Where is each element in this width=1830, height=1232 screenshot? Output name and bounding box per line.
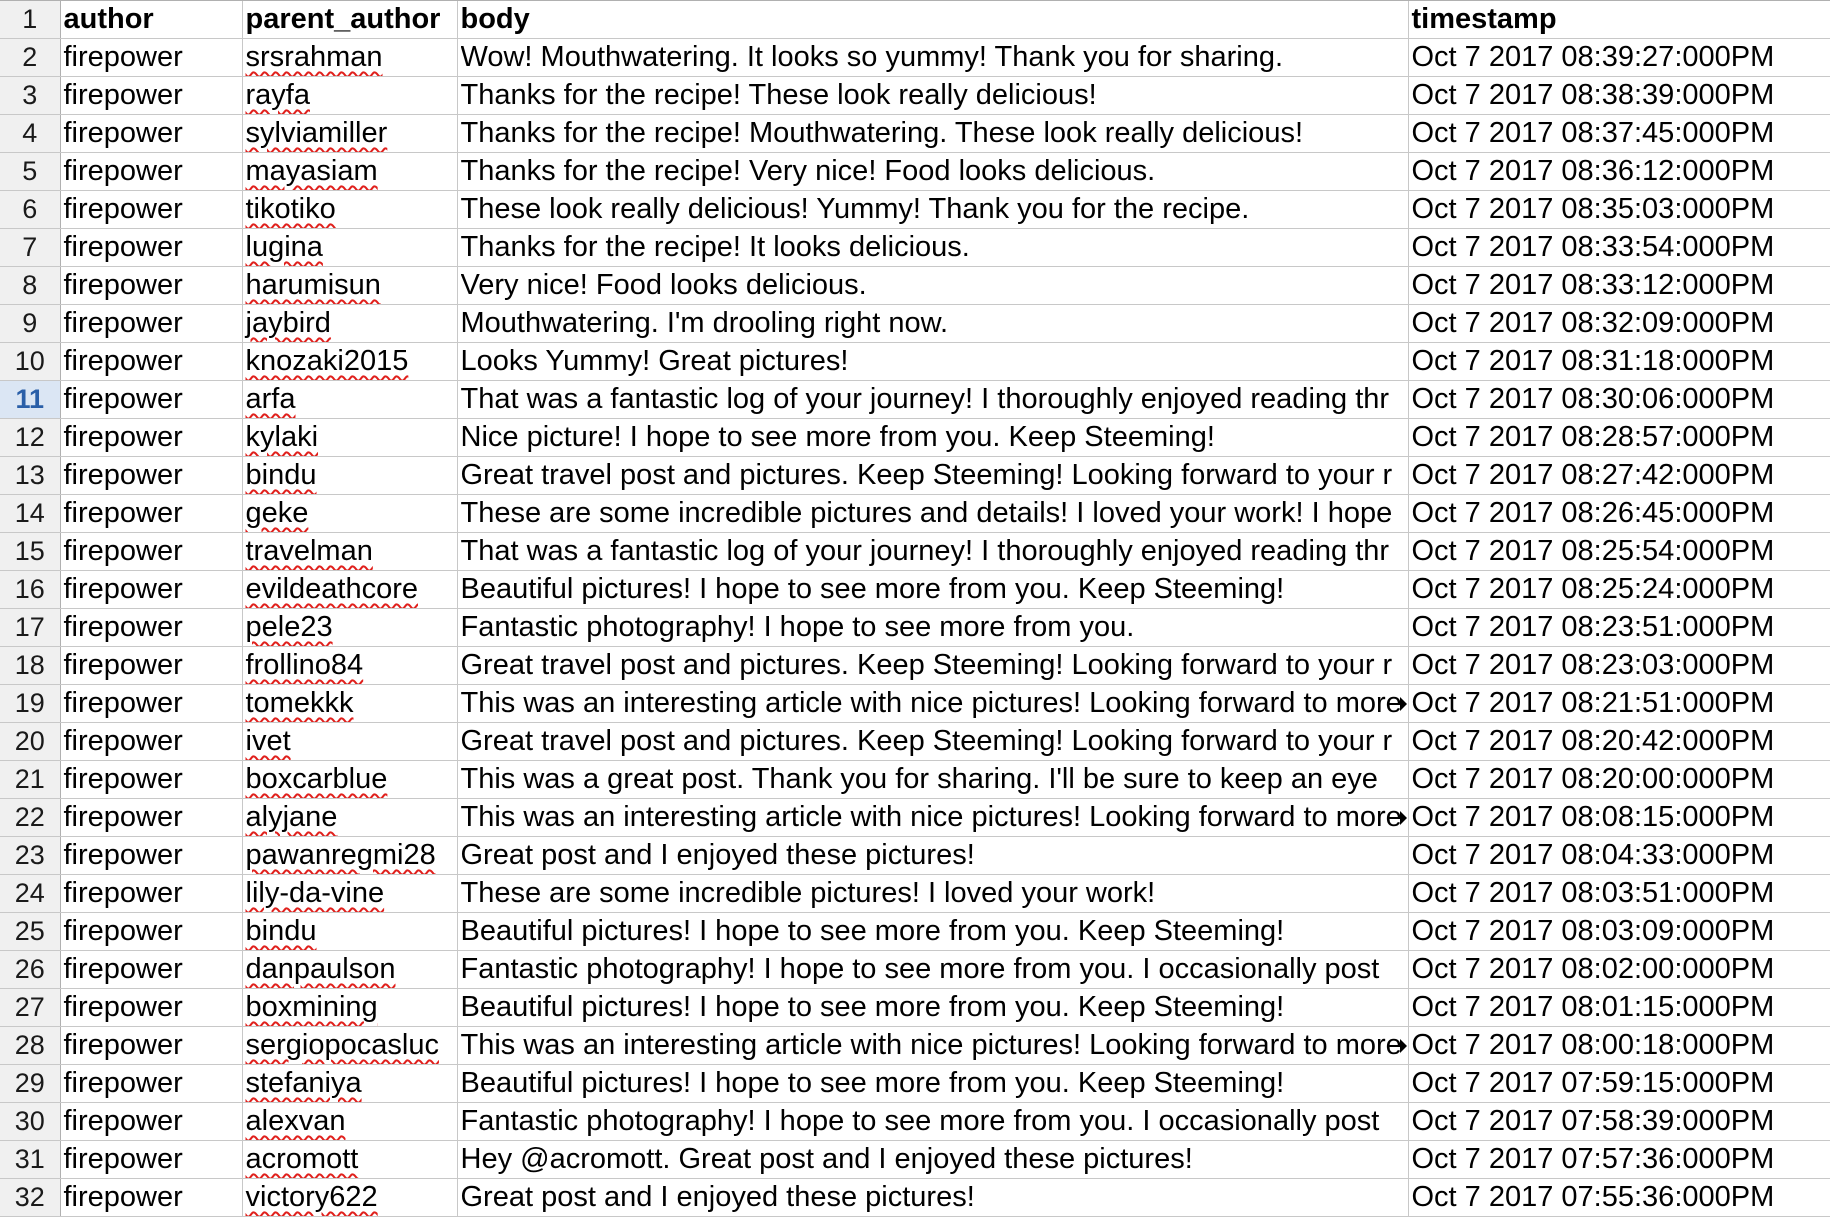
row-number[interactable]: 6 <box>0 191 60 229</box>
cell-timestamp[interactable]: Oct 7 2017 08:31:18:000PM <box>1408 343 1830 381</box>
parent-author-text: boxmining <box>245 991 378 1023</box>
cell-body[interactable] <box>457 267 1408 305</box>
table-row <box>0 647 1830 685</box>
cell-timestamp[interactable]: Oct 7 2017 08:35:03:000PM <box>1408 191 1830 229</box>
cell-parent-author[interactable] <box>242 419 457 457</box>
row-number[interactable]: 14 <box>0 495 60 533</box>
parent-author-text: tomekkk <box>245 687 354 719</box>
header-cell-timestamp[interactable]: timestamp <box>1408 1 1830 39</box>
parent-author-text: rayfa <box>245 79 310 111</box>
cell-body[interactable] <box>457 723 1408 761</box>
parent-author-text: bindu <box>245 915 317 947</box>
table-row <box>0 837 1830 875</box>
table-row <box>0 913 1830 951</box>
cell-body[interactable] <box>457 989 1408 1027</box>
cell-body[interactable] <box>457 305 1408 343</box>
parent-author-text: tikotiko <box>245 193 336 225</box>
table-row <box>0 77 1830 115</box>
row-number[interactable]: 3 <box>0 77 60 115</box>
row-number[interactable]: 18 <box>0 647 60 685</box>
parent-author-text: alyjane <box>245 801 338 833</box>
cell-body[interactable] <box>457 1065 1408 1103</box>
cell-timestamp[interactable]: Oct 7 2017 08:32:09:000PM <box>1408 305 1830 343</box>
cell-timestamp[interactable]: Oct 7 2017 07:59:15:000PM <box>1408 1065 1830 1103</box>
body-text: Wow! Mouthwatering. It looks so yummy! Thank you for sharing. <box>460 41 1284 73</box>
cell-parent-author[interactable] <box>242 1141 457 1179</box>
cell-body[interactable] <box>457 1027 1408 1065</box>
row-number[interactable]: 20 <box>0 723 60 761</box>
cell-parent-author[interactable] <box>242 267 457 305</box>
cell-parent-author[interactable] <box>242 495 457 533</box>
cell-author[interactable]: firepower <box>60 609 242 647</box>
cell-author[interactable]: firepower <box>60 1103 242 1141</box>
cell-author[interactable]: firepower <box>60 913 242 951</box>
cell-timestamp[interactable]: Oct 7 2017 08:37:45:000PM <box>1408 115 1830 153</box>
cell-timestamp[interactable]: Oct 7 2017 08:23:03:000PM <box>1408 647 1830 685</box>
body-text: Thanks for the recipe! These look really delicious! <box>460 79 1097 111</box>
cell-timestamp[interactable]: Oct 7 2017 08:33:12:000PM <box>1408 267 1830 305</box>
parent-author-text: lugina <box>245 231 323 263</box>
row-number[interactable]: 23 <box>0 837 60 875</box>
cell-parent-author[interactable] <box>242 1065 457 1103</box>
cell-parent-author[interactable] <box>242 647 457 685</box>
cell-body[interactable] <box>457 229 1408 267</box>
body-text: Thanks for the recipe! It looks delicious. <box>460 231 970 263</box>
body-text: Great travel post and pictures. Keep Steeming! Looking forward to your r <box>460 459 1393 491</box>
cell-parent-author[interactable] <box>242 153 457 191</box>
body-text: Fantastic photography! I hope to see more from you. I occasionally post <box>460 953 1380 985</box>
cell-parent-author[interactable] <box>242 913 457 951</box>
row-number[interactable]: 1 <box>0 1 60 39</box>
body-text: This was a great post. Thank you for sharing. I'll be sure to keep an eye <box>460 763 1378 795</box>
row-number[interactable]: 7 <box>0 229 60 267</box>
cell-body[interactable] <box>457 875 1408 913</box>
table-row <box>0 457 1830 495</box>
body-text: This was an interesting article with nice pictures! Looking forward to more <box>460 801 1402 833</box>
cell-author[interactable]: firepower <box>60 77 242 115</box>
cell-parent-author[interactable] <box>242 1027 457 1065</box>
row-number[interactable]: 26 <box>0 951 60 989</box>
row-number[interactable]: 30 <box>0 1103 60 1141</box>
cell-body[interactable] <box>457 77 1408 115</box>
cell-author[interactable]: firepower <box>60 799 242 837</box>
parent-author-text: arfa <box>245 383 296 415</box>
row-number[interactable]: 13 <box>0 457 60 495</box>
body-text: This was an interesting article with nice pictures! Looking forward to more <box>460 1029 1402 1061</box>
cell-parent-author[interactable] <box>242 115 457 153</box>
body-text: Beautiful pictures! I hope to see more from you. Keep Steeming! <box>460 573 1285 605</box>
table-row <box>0 1141 1830 1179</box>
parent-author-text: srsrahman <box>245 41 383 73</box>
cell-timestamp[interactable]: Oct 7 2017 08:25:54:000PM <box>1408 533 1830 571</box>
cell-author[interactable]: firepower <box>60 495 242 533</box>
row-number[interactable]: 16 <box>0 571 60 609</box>
cell-timestamp[interactable]: Oct 7 2017 08:36:12:000PM <box>1408 153 1830 191</box>
table-row <box>0 39 1830 77</box>
cell-author[interactable]: firepower <box>60 1065 242 1103</box>
cell-author[interactable]: firepower <box>60 229 242 267</box>
row-number[interactable]: 22 <box>0 799 60 837</box>
cell-author[interactable]: firepower <box>60 267 242 305</box>
table-row <box>0 343 1830 381</box>
row-number[interactable]: 10 <box>0 343 60 381</box>
cell-author[interactable]: firepower <box>60 723 242 761</box>
cell-author[interactable]: firepower <box>60 419 242 457</box>
table-row <box>0 875 1830 913</box>
cell-parent-author[interactable] <box>242 1103 457 1141</box>
parent-author-text: evildeathcore <box>245 573 418 605</box>
row-number[interactable]: 32 <box>0 1179 60 1217</box>
cell-body[interactable] <box>457 761 1408 799</box>
parent-author-text: victory622 <box>245 1181 378 1213</box>
row-number[interactable]: 2 <box>0 39 60 77</box>
parent-author-text: knozaki2015 <box>245 345 409 377</box>
body-text: That was a fantastic log of your journey! I thoroughly enjoyed reading thr <box>460 535 1390 567</box>
cell-parent-author[interactable] <box>242 875 457 913</box>
row-number[interactable]: 15 <box>0 533 60 571</box>
body-text: That was a fantastic log of your journey! I thoroughly enjoyed reading thr <box>460 383 1390 415</box>
cell-parent-author[interactable] <box>242 571 457 609</box>
table-row <box>0 723 1830 761</box>
cell-author[interactable]: firepower <box>60 761 242 799</box>
cell-body[interactable] <box>457 837 1408 875</box>
row-number[interactable]: 25 <box>0 913 60 951</box>
cell-author[interactable]: firepower <box>60 837 242 875</box>
cell-author[interactable]: firepower <box>60 191 242 229</box>
cell-author[interactable]: firepower <box>60 457 242 495</box>
table-row <box>0 989 1830 1027</box>
body-text: Very nice! Food looks delicious. <box>460 269 867 301</box>
table-row <box>0 799 1830 837</box>
table-row <box>0 1179 1830 1217</box>
cell-timestamp[interactable]: Oct 7 2017 08:28:57:000PM <box>1408 419 1830 457</box>
cell-parent-author[interactable] <box>242 837 457 875</box>
parent-author-text: alexvan <box>245 1105 346 1137</box>
overflow-arrow-icon <box>1400 1039 1407 1053</box>
body-text: Fantastic photography! I hope to see more from you. I occasionally post <box>460 1105 1380 1137</box>
cell-timestamp[interactable]: Oct 7 2017 08:03:09:000PM <box>1408 913 1830 951</box>
cell-timestamp[interactable]: Oct 7 2017 08:23:51:000PM <box>1408 609 1830 647</box>
cell-author[interactable]: firepower <box>60 153 242 191</box>
parent-author-text: kylaki <box>245 421 319 453</box>
table-row <box>0 191 1830 229</box>
cell-author[interactable]: firepower <box>60 951 242 989</box>
cell-body[interactable] <box>457 457 1408 495</box>
row-number[interactable]: 9 <box>0 305 60 343</box>
row-number[interactable]: 5 <box>0 153 60 191</box>
cell-body[interactable] <box>457 609 1408 647</box>
parent-author-text: stefaniya <box>245 1067 362 1099</box>
cell-timestamp[interactable]: Oct 7 2017 08:38:39:000PM <box>1408 77 1830 115</box>
cell-timestamp[interactable]: Oct 7 2017 08:00:18:000PM <box>1408 1027 1830 1065</box>
row-number[interactable]: 31 <box>0 1141 60 1179</box>
cell-body[interactable] <box>457 419 1408 457</box>
cell-author[interactable]: firepower <box>60 343 242 381</box>
parent-author-text: boxcarblue <box>245 763 388 795</box>
cell-body[interactable] <box>457 495 1408 533</box>
body-text: This was an interesting article with nice pictures! Looking forward to more <box>460 687 1402 719</box>
cell-parent-author[interactable] <box>242 381 457 419</box>
cell-timestamp[interactable]: Oct 7 2017 08:27:42:000PM <box>1408 457 1830 495</box>
cell-body[interactable] <box>457 1141 1408 1179</box>
cell-author[interactable]: firepower <box>60 571 242 609</box>
header-row <box>0 1 1830 39</box>
header-cell-parent-author[interactable]: parent_author <box>242 1 457 39</box>
cell-parent-author[interactable] <box>242 723 457 761</box>
table-row <box>0 1103 1830 1141</box>
cell-timestamp[interactable]: Oct 7 2017 08:02:00:000PM <box>1408 951 1830 989</box>
cell-body[interactable] <box>457 1179 1408 1217</box>
body-text: These look really delicious! Yummy! Thank you for the recipe. <box>460 193 1250 225</box>
cell-body[interactable] <box>457 571 1408 609</box>
cell-body[interactable] <box>457 799 1408 837</box>
table-row <box>0 685 1830 723</box>
overflow-arrow-icon <box>1400 811 1407 825</box>
body-text: Thanks for the recipe! Very nice! Food looks delicious. <box>460 155 1156 187</box>
row-number[interactable]: 24 <box>0 875 60 913</box>
body-text: Thanks for the recipe! Mouthwatering. These look really delicious! <box>460 117 1304 149</box>
parent-author-text: lily-da-vine <box>245 877 385 909</box>
body-text: Beautiful pictures! I hope to see more from you. Keep Steeming! <box>460 991 1285 1023</box>
row-number[interactable]: 21 <box>0 761 60 799</box>
cell-parent-author[interactable] <box>242 609 457 647</box>
cell-author[interactable]: firepower <box>60 305 242 343</box>
parent-author-text: bindu <box>245 459 317 491</box>
row-number[interactable]: 28 <box>0 1027 60 1065</box>
table-row <box>0 267 1830 305</box>
cell-timestamp[interactable]: Oct 7 2017 08:08:15:000PM <box>1408 799 1830 837</box>
row-number[interactable]: 11 <box>0 381 60 419</box>
table-row <box>0 153 1830 191</box>
cell-author[interactable]: firepower <box>60 1179 242 1217</box>
body-text: Beautiful pictures! I hope to see more from you. Keep Steeming! <box>460 915 1285 947</box>
body-text: These are some incredible pictures! I loved your work! <box>460 877 1156 909</box>
parent-author-text: sergiopocasluc <box>245 1029 439 1061</box>
row-number[interactable]: 19 <box>0 685 60 723</box>
cell-body[interactable] <box>457 115 1408 153</box>
parent-author-text: pele23 <box>245 611 333 643</box>
cell-parent-author[interactable] <box>242 229 457 267</box>
cell-author[interactable]: firepower <box>60 685 242 723</box>
cell-parent-author[interactable] <box>242 533 457 571</box>
row-number[interactable]: 17 <box>0 609 60 647</box>
cell-author[interactable]: firepower <box>60 381 242 419</box>
cell-parent-author[interactable] <box>242 77 457 115</box>
parent-author-text: mayasiam <box>245 155 378 187</box>
cell-author[interactable]: firepower <box>60 875 242 913</box>
cell-author[interactable]: firepower <box>60 989 242 1027</box>
cell-timestamp[interactable]: Oct 7 2017 08:21:51:000PM <box>1408 685 1830 723</box>
cell-timestamp[interactable]: Oct 7 2017 07:58:39:000PM <box>1408 1103 1830 1141</box>
table-row <box>0 115 1830 153</box>
cell-author[interactable]: firepower <box>60 39 242 77</box>
cell-body[interactable] <box>457 153 1408 191</box>
cell-body[interactable] <box>457 647 1408 685</box>
cell-timestamp[interactable]: Oct 7 2017 08:26:45:000PM <box>1408 495 1830 533</box>
body-text: Fantastic photography! I hope to see more from you. <box>460 611 1135 643</box>
parent-author-text: travelman <box>245 535 373 567</box>
cell-author[interactable]: firepower <box>60 1027 242 1065</box>
parent-author-text: danpaulson <box>245 953 396 985</box>
body-text: Great travel post and pictures. Keep Steeming! Looking forward to your r <box>460 649 1393 681</box>
table-row <box>0 951 1830 989</box>
body-text: Hey @acromott. Great post and I enjoyed these pictures! <box>460 1143 1193 1175</box>
cell-body[interactable] <box>457 39 1408 77</box>
cell-timestamp[interactable]: Oct 7 2017 08:25:24:000PM <box>1408 571 1830 609</box>
cell-parent-author[interactable] <box>242 191 457 229</box>
cell-parent-author[interactable] <box>242 799 457 837</box>
cell-parent-author[interactable] <box>242 305 457 343</box>
parent-author-text: sylviamiller <box>245 117 388 149</box>
cell-parent-author[interactable] <box>242 951 457 989</box>
parent-author-text: frollino84 <box>245 649 364 681</box>
cell-timestamp[interactable]: Oct 7 2017 08:30:06:000PM <box>1408 381 1830 419</box>
parent-author-text: jaybird <box>245 307 331 339</box>
table-row <box>0 1065 1830 1103</box>
cell-parent-author[interactable] <box>242 989 457 1027</box>
table-row <box>0 761 1830 799</box>
parent-author-text: pawanregmi28 <box>245 839 436 871</box>
cell-body[interactable] <box>457 951 1408 989</box>
cell-body[interactable] <box>457 685 1408 723</box>
cell-body[interactable] <box>457 191 1408 229</box>
body-text: Mouthwatering. I'm drooling right now. <box>460 307 949 339</box>
cell-parent-author[interactable] <box>242 1179 457 1217</box>
cell-parent-author[interactable] <box>242 457 457 495</box>
cell-timestamp[interactable]: Oct 7 2017 08:20:00:000PM <box>1408 761 1830 799</box>
table-row <box>0 609 1830 647</box>
parent-author-text: harumisun <box>245 269 381 301</box>
overflow-arrow-icon <box>1400 697 1407 711</box>
cell-timestamp[interactable]: Oct 7 2017 08:33:54:000PM <box>1408 229 1830 267</box>
cell-author[interactable]: firepower <box>60 533 242 571</box>
row-number[interactable]: 27 <box>0 989 60 1027</box>
body-text: Nice picture! I hope to see more from you. Keep Steeming! <box>460 421 1215 453</box>
cell-body[interactable] <box>457 1103 1408 1141</box>
cell-timestamp[interactable]: Oct 7 2017 08:03:51:000PM <box>1408 875 1830 913</box>
header-cell-body[interactable]: body <box>457 1 1408 39</box>
cell-parent-author[interactable] <box>242 343 457 381</box>
cell-timestamp[interactable]: Oct 7 2017 08:04:33:000PM <box>1408 837 1830 875</box>
cell-timestamp[interactable]: Oct 7 2017 08:01:15:000PM <box>1408 989 1830 1027</box>
body-text: Great post and I enjoyed these pictures! <box>460 1181 975 1213</box>
row-number[interactable]: 4 <box>0 115 60 153</box>
parent-author-text: ivet <box>245 725 291 757</box>
row-number[interactable]: 29 <box>0 1065 60 1103</box>
body-text: Looks Yummy! Great pictures! <box>460 345 849 377</box>
cell-parent-author[interactable] <box>242 761 457 799</box>
table-row <box>0 571 1830 609</box>
table-row <box>0 1027 1830 1065</box>
cell-timestamp[interactable]: Oct 7 2017 07:55:36:000PM <box>1408 1179 1830 1217</box>
cell-body[interactable] <box>457 913 1408 951</box>
cell-body[interactable] <box>457 533 1408 571</box>
body-text: Great travel post and pictures. Keep Steeming! Looking forward to your r <box>460 725 1393 757</box>
cell-parent-author[interactable] <box>242 39 457 77</box>
cell-body[interactable] <box>457 381 1408 419</box>
parent-author-text: acromott <box>245 1143 359 1175</box>
body-text: Beautiful pictures! I hope to see more from you. Keep Steeming! <box>460 1067 1285 1099</box>
row-number[interactable]: 12 <box>0 419 60 457</box>
cell-author[interactable]: firepower <box>60 647 242 685</box>
cell-author[interactable]: firepower <box>60 115 242 153</box>
cell-author[interactable]: firepower <box>60 1141 242 1179</box>
header-cell-author[interactable]: author <box>60 1 242 39</box>
parent-author-text: geke <box>245 497 309 529</box>
table-row <box>0 229 1830 267</box>
body-text: These are some incredible pictures and details! I loved your work! I hope <box>460 497 1393 529</box>
table-row <box>0 533 1830 571</box>
table-row <box>0 381 1830 419</box>
row-number[interactable]: 8 <box>0 267 60 305</box>
table-row <box>0 495 1830 533</box>
body-text: Great post and I enjoyed these pictures! <box>460 839 975 871</box>
cell-timestamp[interactable]: Oct 7 2017 08:39:27:000PM <box>1408 39 1830 77</box>
table-row <box>0 305 1830 343</box>
table-row <box>0 419 1830 457</box>
cell-timestamp[interactable]: Oct 7 2017 08:20:42:000PM <box>1408 723 1830 761</box>
cell-body[interactable] <box>457 343 1408 381</box>
cell-parent-author[interactable] <box>242 685 457 723</box>
cell-timestamp[interactable]: Oct 7 2017 07:57:36:000PM <box>1408 1141 1830 1179</box>
